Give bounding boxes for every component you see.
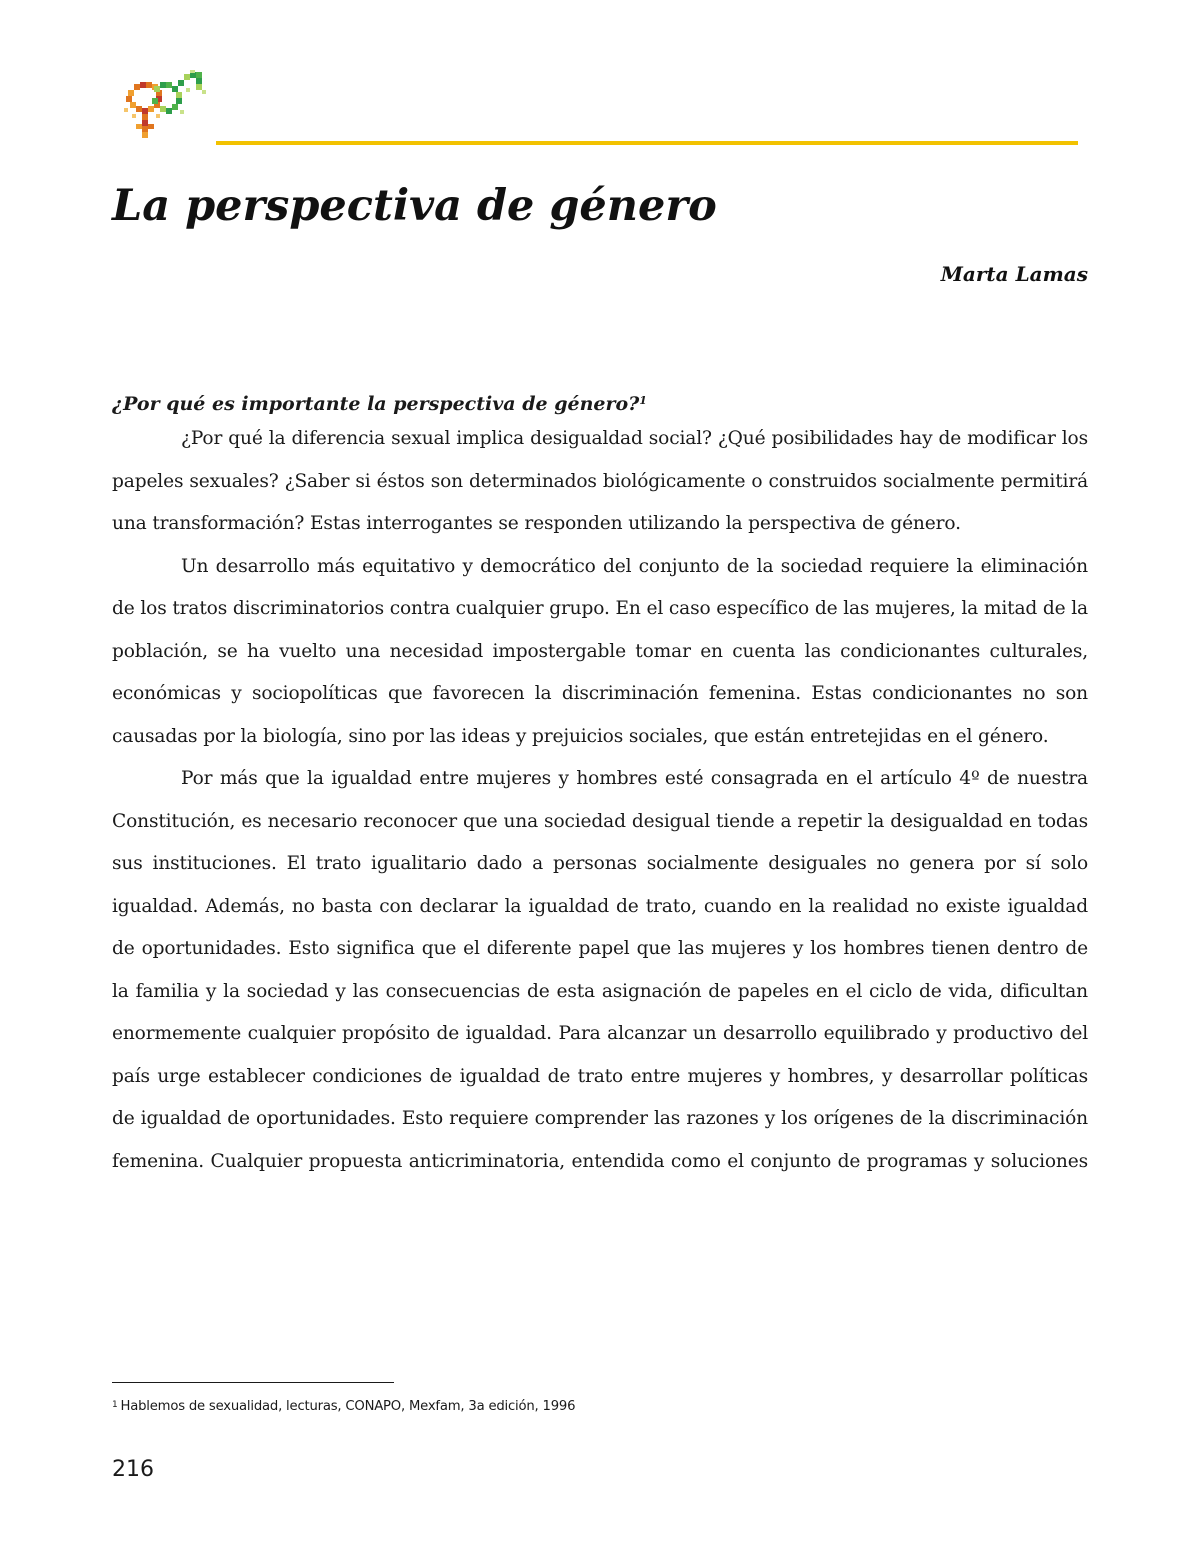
footnote-text: Hablemos de sexualidad, lecturas, CONAPO, Mexfam, 3a edición, 1996 xyxy=(120,1399,576,1414)
body-text xyxy=(112,384,1088,1183)
footnote xyxy=(112,1396,575,1416)
author-name: Marta Lamas xyxy=(940,262,1088,286)
paragraph-2: Un desarrollo más equitativo y democrático del conjunto de la sociedad requiere la eliminación de los tratos discriminatorios contra cualquier grupo. En el caso específico de las mujeres, la mitad de la población, se ha vuelto una necesidad impostergable tomar en cuenta las condicionantes culturales, económicas y sociopolíticas que favorecen la discriminación femenina. Estas condicionantes no son causadas por la biología, sino por las ideas y prejuicios sociales, que están entretejidas en el género. xyxy=(112,555,1088,747)
paragraph-3: Por más que la igualdad entre mujeres y hombres esté consagrada en el artículo 4º de nuestra Constitución, es necesario reconocer que una sociedad desigual tiende a repetir la desigualdad en todas sus instituciones. El trato igualitario dado a personas socialmente desiguales no genera por sí solo igualdad. Además, no basta con declarar la igualdad de trato, cuando en la realidad no existe igualdad de oportunidades. Esto significa que el diferente papel que las mujeres y los hombres tienen dentro de la familia y la sociedad y las consecuencias de esta asignación de papeles en el ciclo de vida, dificultan enormemente cualquier propósito de igualdad. Para alcanzar un desarrollo equilibrado y productivo del país urge establecer condiciones de igualdad de trato entre mujeres y hombres, y desarrollar políticas de igualdad de oportunidades. Esto requiere comprender las razones y los orígenes de la discriminación femenina. Cualquier propuesta anticriminatoria, entendida como el conjunto de programas y soluciones xyxy=(112,768,1088,1172)
footnote-marker: 1 xyxy=(112,1400,118,1410)
paragraph-1: ¿Por qué la diferencia sexual implica desigualdad social? ¿Qué posibilidades hay de modificar los papeles sexuales? ¿Saber si éstos son determinados biológicamente o construidos socialmente permitirá una transformación? Estas interrogantes se responden utilizando la perspectiva de género. xyxy=(112,428,1088,534)
header-rule xyxy=(216,141,1078,145)
section-heading-text: ¿Por qué es importante la perspectiva de género? xyxy=(112,393,640,415)
footnote-reference: 1 xyxy=(639,394,647,407)
document-title: La perspectiva de género xyxy=(112,181,717,231)
gender-symbols-logo-icon xyxy=(120,70,208,146)
footnote-divider xyxy=(112,1382,394,1383)
page-number: 216 xyxy=(112,1457,154,1482)
section-heading xyxy=(112,384,1088,418)
